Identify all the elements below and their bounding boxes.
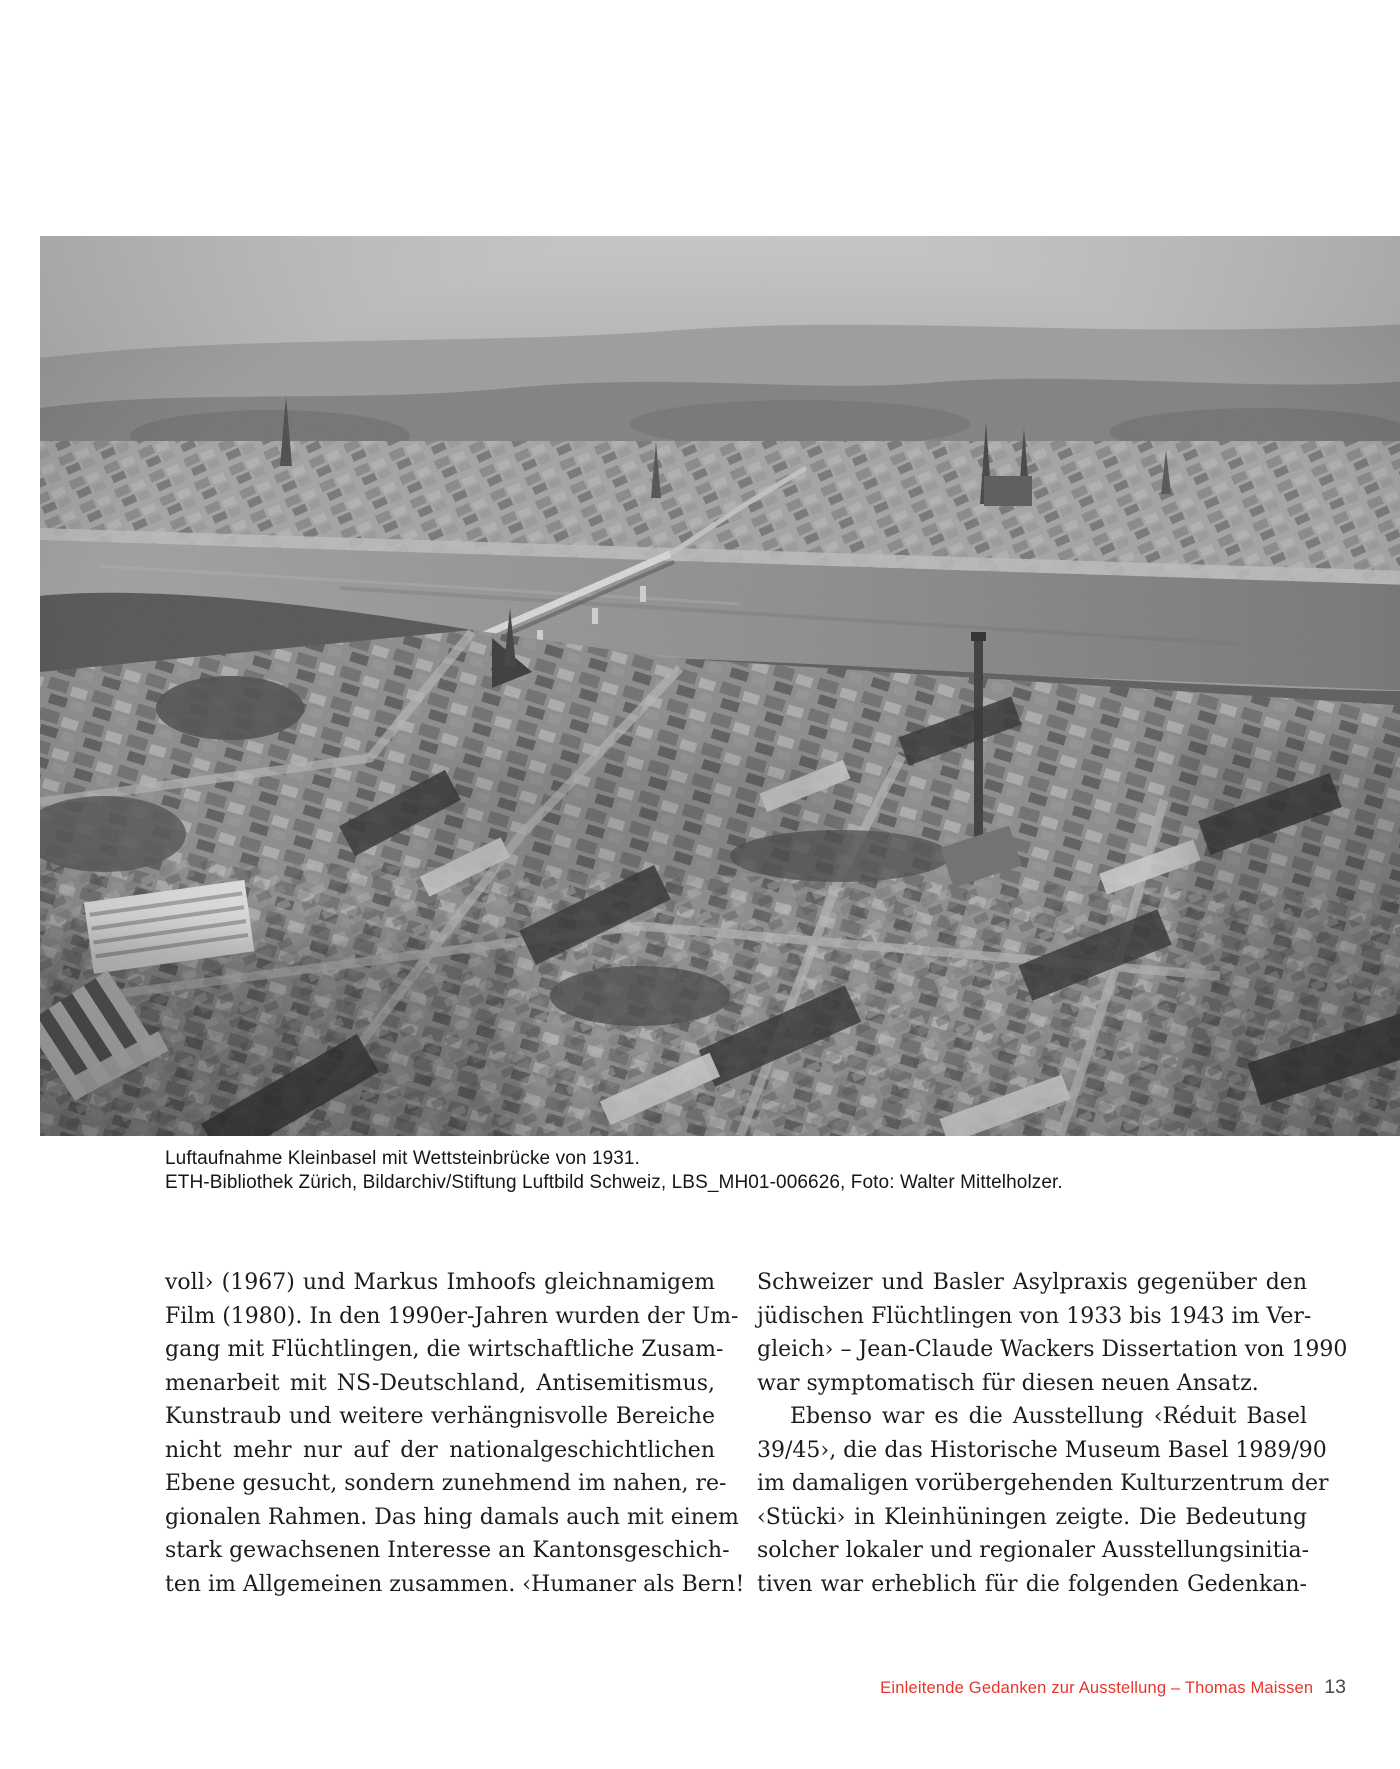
photo-caption bbox=[165, 1147, 1307, 1195]
paragraph-reduit-basel bbox=[757, 1400, 1329, 1601]
text-line: tiven war erheblich für die folgenden Gedenkan- bbox=[757, 1571, 1307, 1597]
text-line: ten im Allgemeinen zusammen. ‹Humaner als Bern! bbox=[165, 1571, 745, 1597]
text-line: Film (1980). In den 1990er-Jahren wurden der Um- bbox=[165, 1303, 739, 1329]
text-line: war symptomatisch für diesen neuen Ansatz. bbox=[757, 1370, 1259, 1396]
text-line: jüdischen Flüchtlingen von 1933 bis 1943 im Ver- bbox=[757, 1303, 1312, 1329]
page-footer bbox=[880, 1676, 1346, 1699]
text-line: menarbeit mit NS-Deutschland, Antisemitismus, bbox=[165, 1370, 715, 1396]
text-line: gionalen Rahmen. Das hing damals auch mit einem bbox=[165, 1504, 739, 1530]
text-line: solcher lokaler und regionaler Ausstellungsinitia- bbox=[757, 1538, 1309, 1563]
aerial-photo-graphic bbox=[40, 236, 1400, 1136]
paragraph-asylpraxis bbox=[757, 1266, 1348, 1400]
text-line: Kunstraub und weitere verhängnisvolle Bereiche bbox=[165, 1404, 715, 1429]
body-column-right bbox=[757, 1266, 1348, 1601]
text-line: 39/45›, die das Historische Museum Basel 1989/90 bbox=[757, 1437, 1327, 1463]
text-line: Ebenso war es die Ausstellung ‹Réduit Basel bbox=[790, 1404, 1307, 1429]
text-line: Ebene gesucht, sondern zunehmend im nahen, re- bbox=[165, 1471, 727, 1496]
text-line: ‹Stücki› in Kleinhüningen zeigte. Die Bedeutung bbox=[757, 1504, 1307, 1530]
text-columns bbox=[165, 1266, 1348, 1601]
text-line: nicht mehr nur auf der nationalgeschichtlichen bbox=[165, 1437, 715, 1463]
caption-line-2: ETH-Bibliothek Zürich, Bildarchiv/Stiftung Luftbild Schweiz, LBS_MH01-006626, Foto: Walter Mittelholzer. bbox=[165, 1172, 1063, 1193]
text-line: voll› (1967) und Markus Imhoofs gleichnamigem bbox=[165, 1270, 715, 1295]
aerial-photograph bbox=[40, 236, 1400, 1136]
body-column-left bbox=[165, 1266, 745, 1601]
running-title: Einleitende Gedanken zur Ausstellung – Thomas Maissen bbox=[880, 1679, 1314, 1697]
text-line: Schweizer und Basler Asylpraxis gegenüber den bbox=[757, 1270, 1307, 1295]
paragraph-continued bbox=[165, 1266, 745, 1601]
text-line: im damaligen vorübergehenden Kulturzentrum der bbox=[757, 1471, 1329, 1496]
text-line: gang mit Flüchtlingen, die wirtschaftliche Zusam- bbox=[165, 1337, 724, 1362]
caption-line-1: Luftaufnahme Kleinbasel mit Wettsteinbrücke von 1931. bbox=[165, 1148, 640, 1169]
text-line: stark gewachsenen Interesse an Kantonsgeschich- bbox=[165, 1538, 730, 1563]
page-number: 13 bbox=[1324, 1676, 1346, 1698]
text-line: gleich› – Jean-Claude Wackers Dissertation von 1990 bbox=[757, 1337, 1348, 1362]
